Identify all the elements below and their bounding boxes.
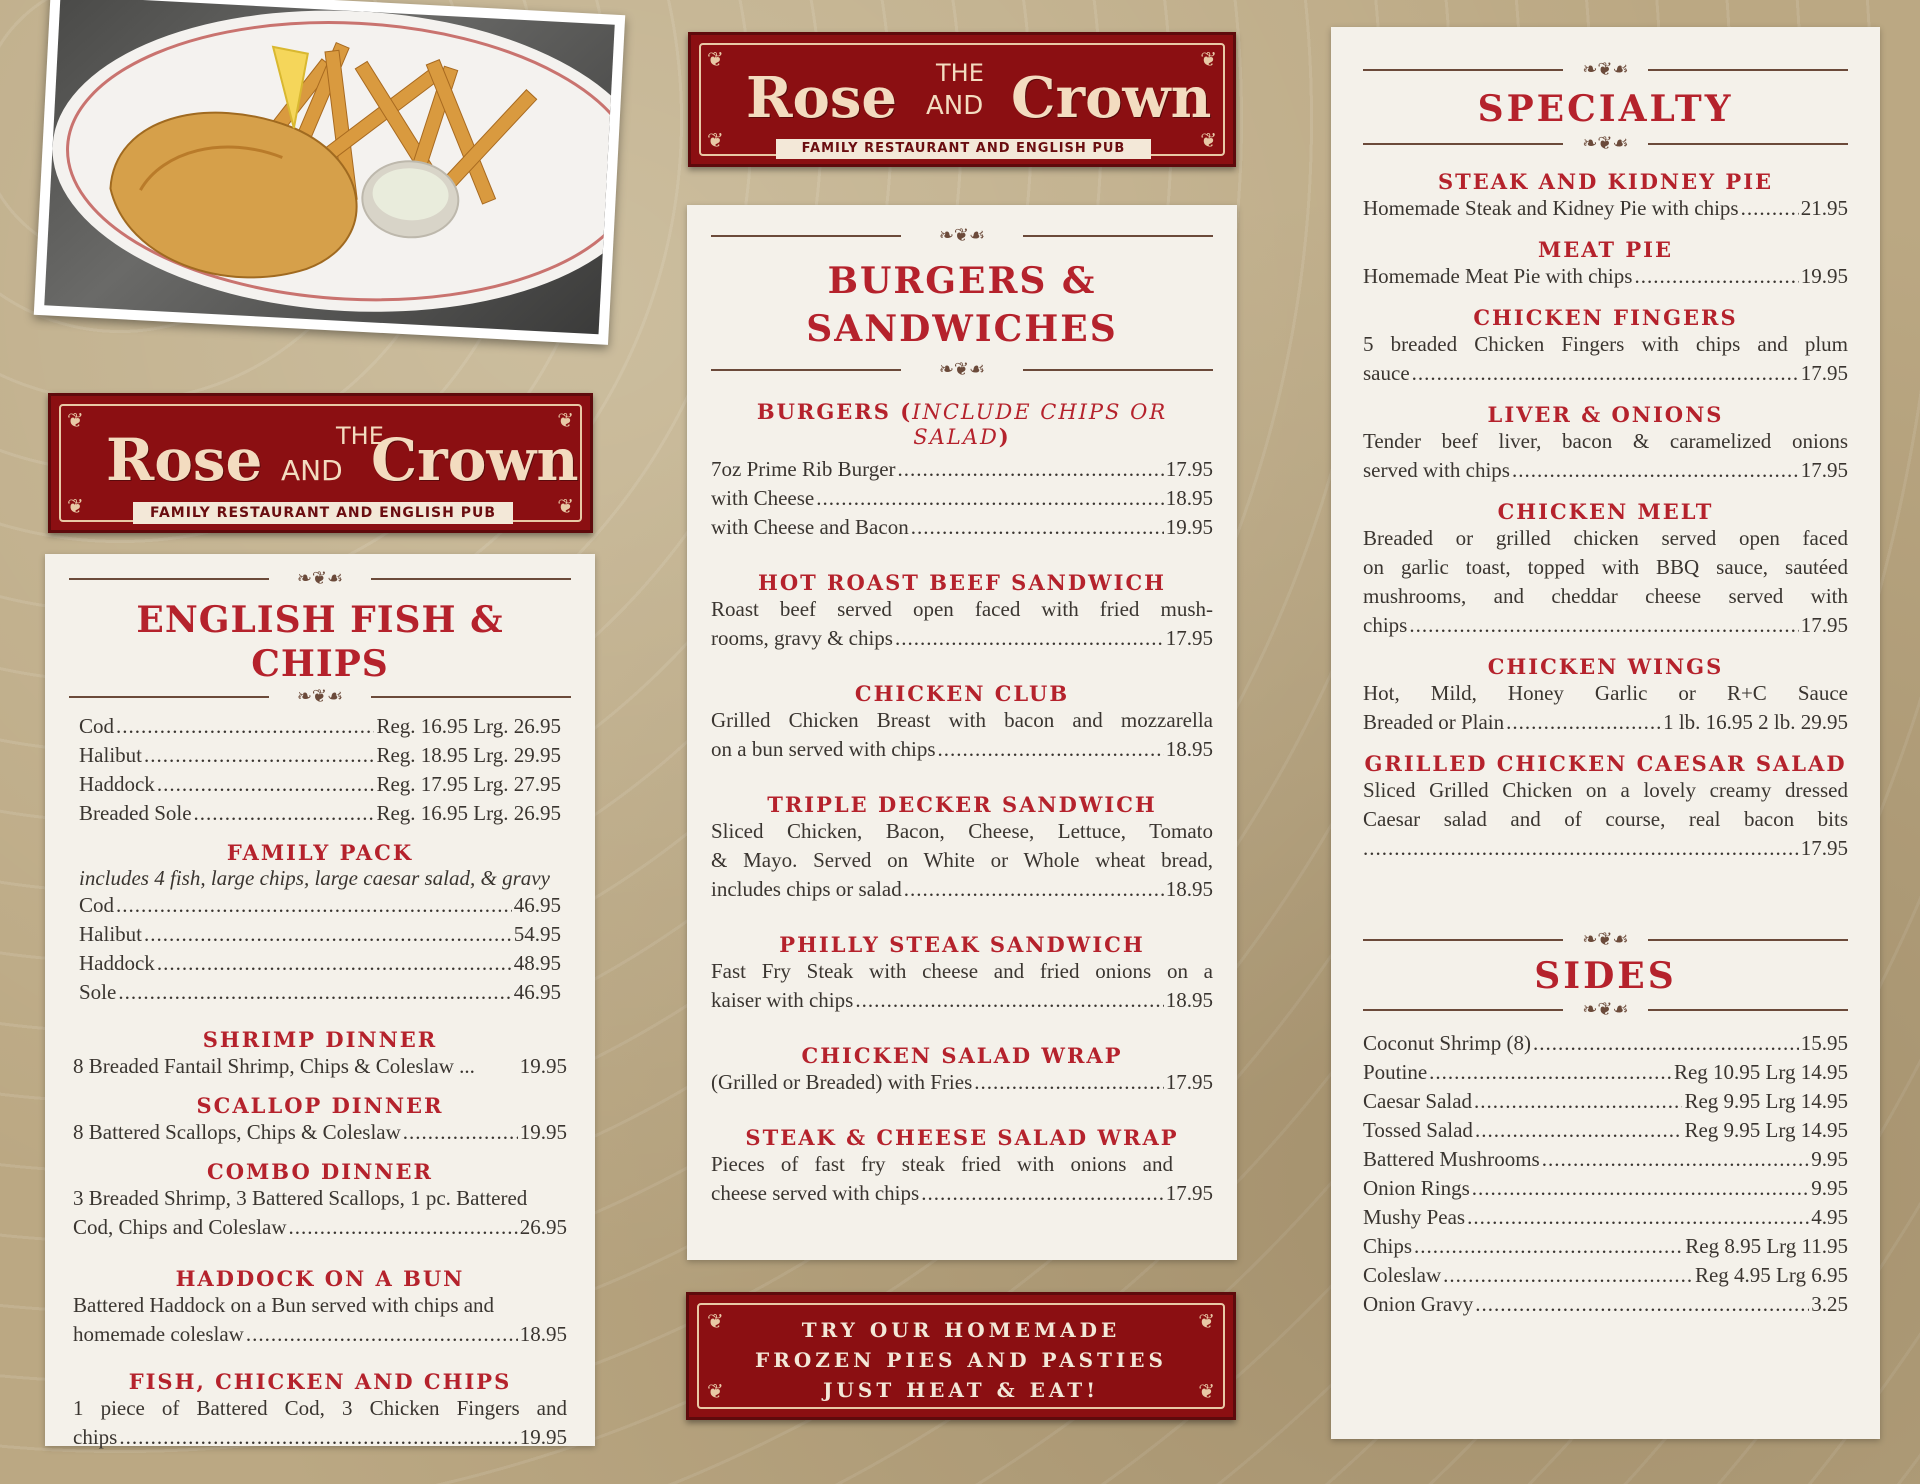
roast-line: rooms, gravy & chips ..... 17.95: [711, 624, 1213, 653]
ornament-icon: ❦: [1198, 1379, 1215, 1403]
fish-list: [69, 712, 571, 828]
logo-sign-center: [688, 32, 1236, 167]
fish-and-chips-photo: [34, 0, 625, 345]
list-item: Mushy Peas ..... 4.95: [1363, 1203, 1848, 1232]
melt-desc-3: mushrooms, and cheddar cheese served with: [1363, 584, 1848, 608]
ornament-icon: ❦: [707, 128, 724, 152]
fish-panel: [45, 554, 595, 1449]
meat-pie-title: MEAT PIE: [1538, 237, 1673, 262]
ornament-icon: ❦: [67, 408, 84, 432]
plate-illustration: [44, 0, 614, 334]
list-item: Haddock ..... 48.95: [79, 949, 561, 978]
caesar-title: GRILLED CHICKEN CAESAR SALAD: [1364, 751, 1847, 776]
philly-desc: Fast Fry Steak with cheese and fried onions on a: [711, 959, 1213, 983]
steakwrap-line: cheese served with chips ..... 17.95: [711, 1179, 1213, 1208]
ornament-icon: ❦: [1198, 1309, 1215, 1333]
flourish-icon: ❧❦☙: [296, 686, 344, 707]
shrimp-line: 8 Breaded Fantail Shrimp, Chips & Coleslaw ... 19.95: [73, 1054, 567, 1078]
logo-and: AND: [281, 454, 343, 487]
list-item: Cod ..... Reg. 16.95 Lrg. 26.95: [79, 712, 561, 741]
burgers-title-1: BURGERS &: [827, 260, 1097, 302]
divider-bottom: [711, 359, 1213, 381]
specialty-title: SPECIALTY: [1477, 88, 1734, 130]
meat-pie-line: Homemade Meat Pie with chips ..... 19.95: [1363, 262, 1848, 291]
steakwrap-title: STEAK & CHEESE SALAD WRAP: [745, 1125, 1179, 1150]
triple-line: includes chips or salad ..... 18.95: [711, 875, 1213, 904]
melt-line: chips ..... 17.95: [1363, 611, 1848, 640]
divider-top: [69, 568, 571, 590]
list-item: with Cheese and Bacon ..... 19.95: [711, 513, 1213, 542]
list-item: Battered Mushrooms ..... 9.95: [1363, 1145, 1848, 1174]
ornament-icon: ❦: [1200, 47, 1217, 71]
list-item: Halibut ..... 54.95: [79, 920, 561, 949]
promo-sign: [686, 1292, 1236, 1420]
liver-line: served with chips ..... 17.95: [1363, 456, 1848, 485]
steak-kidney-line: Homemade Steak and Kidney Pie with chips ..... 21.95: [1363, 194, 1848, 223]
burgers-title-2: SANDWICHES: [806, 308, 1118, 350]
liver-desc: Tender beef liver, bacon & caramelized onions: [1363, 429, 1848, 453]
logo-tagline: FAMILY RESTAURANT AND ENGLISH PUB: [133, 502, 513, 524]
wings-line: Breaded or Plain ..... 1 lb. 16.95 2 lb. 29.95: [1363, 708, 1848, 737]
flourish-icon: ❧❦☙: [938, 359, 986, 380]
haddock-bun-line: homemade coleslaw ..... 18.95: [69, 1320, 571, 1349]
wings-title: CHICKEN WINGS: [1487, 654, 1724, 679]
promo-text: TRY OUR HOMEMADE FROZEN PIES AND PASTIES JUST HEAT & EAT!: [755, 1318, 1167, 1402]
melt-desc-2: on garlic toast, topped with BBQ sauce, sautéed: [1363, 555, 1848, 579]
flourish-icon: ❧❦☙: [1582, 133, 1629, 154]
burgers-subtitle: BURGERS (INCLUDE CHIPS OR SALAD): [756, 399, 1168, 449]
logo-sign-left: [48, 393, 593, 533]
fcc-line: chips ..... 19.95: [69, 1423, 571, 1452]
club-line: on a bun served with chips ..... 18.95: [711, 735, 1213, 764]
list-item: Tossed Salad ..... Reg 9.95 Lrg 14.95: [1363, 1116, 1848, 1145]
list-item: Coconut Shrimp (8) ..... 15.95: [1363, 1029, 1848, 1058]
flourish-icon: ❧❦☙: [1582, 59, 1629, 80]
liver-title: LIVER & ONIONS: [1487, 402, 1724, 427]
wrap-title: CHICKEN SALAD WRAP: [801, 1043, 1123, 1068]
steakwrap-desc: Pieces of fast fry steak fried with onions and: [711, 1152, 1173, 1176]
scallop-line: 8 Battered Scallops, Chips & Coleslaw ..... 19.95: [69, 1118, 571, 1147]
logo-rose: Rose: [106, 426, 263, 494]
fingers-desc: 5 breaded Chicken Fingers with chips and plum: [1363, 332, 1848, 356]
fingers-title: CHICKEN FINGERS: [1473, 305, 1738, 330]
specialty-panel: [1331, 27, 1880, 1439]
divider-top: [711, 225, 1213, 247]
divider-sides-top: [1363, 929, 1848, 951]
divider-bottom: [69, 686, 571, 708]
list-item: Chips ..... Reg 8.95 Lrg 11.95: [1363, 1232, 1848, 1261]
family-pack-title: FAMILY PACK: [226, 840, 414, 865]
photo-image: [44, 0, 614, 334]
logo-crown: Crown: [1011, 65, 1212, 131]
steak-kidney-title: STEAK AND KIDNEY PIE: [1437, 169, 1774, 194]
fingers-line: sauce ..... 17.95: [1363, 359, 1848, 388]
melt-title: CHICKEN MELT: [1497, 499, 1714, 524]
list-item: Poutine ..... Reg 10.95 Lrg 14.95: [1363, 1058, 1848, 1087]
family-pack-note: includes 4 fish, large chips, large caesar salad, & gravy: [79, 866, 550, 890]
sides-list: [1363, 1029, 1848, 1319]
triple-desc-2: & Mayo. Served on White or Whole wheat bread,: [711, 848, 1213, 872]
triple-title: TRIPLE DECKER SANDWICH: [767, 792, 1157, 817]
philly-title: PHILLY STEAK SANDWICH: [779, 932, 1145, 957]
combo-line: Cod, Chips and Coleslaw ..... 26.95: [69, 1213, 571, 1242]
list-item: Caesar Salad ..... Reg 9.95 Lrg 14.95: [1363, 1087, 1848, 1116]
club-title: CHICKEN CLUB: [854, 681, 1070, 706]
logo-the: THE: [336, 422, 384, 450]
scallop-title: SCALLOP DINNER: [196, 1093, 444, 1118]
logo-crown: Crown: [371, 426, 579, 494]
sides-title: SIDES: [1534, 955, 1677, 997]
fcc-title: FISH, CHICKEN AND CHIPS: [128, 1369, 512, 1394]
ornament-icon: ❦: [67, 494, 84, 518]
divider-sides-bottom: [1363, 999, 1848, 1021]
roast-title: HOT ROAST BEEF SANDWICH: [757, 570, 1167, 595]
philly-line: kaiser with chips ..... 18.95: [711, 986, 1213, 1015]
flourish-icon: ❧❦☙: [296, 568, 344, 589]
list-item: Breaded Sole ..... Reg. 16.95 Lrg. 26.95: [79, 799, 561, 828]
list-item: 7oz Prime Rib Burger ..... 17.95: [711, 455, 1213, 484]
haddock-bun-title: HADDOCK ON A BUN: [175, 1266, 465, 1291]
list-item: Sole ..... 46.95: [79, 978, 561, 1007]
divider-bottom: [1363, 133, 1848, 155]
family-pack-list: [69, 891, 571, 1007]
logo-the: THE: [936, 59, 984, 87]
flourish-icon: ❧❦☙: [1582, 929, 1629, 950]
logo-and: AND: [926, 91, 984, 121]
burger-list: [711, 455, 1213, 542]
melt-desc-1: Breaded or grilled chicken served open faced: [1363, 526, 1848, 550]
list-item: Onion Gravy ..... 3.25: [1363, 1290, 1848, 1319]
club-desc: Grilled Chicken Breast with bacon and mozzarella: [711, 708, 1213, 732]
caesar-desc-2: Caesar salad and of course, real bacon bits: [1363, 807, 1848, 831]
list-item: Coleslaw ..... Reg 4.95 Lrg 6.95: [1363, 1261, 1848, 1290]
list-item: with Cheese ..... 18.95: [711, 484, 1213, 513]
triple-desc-1: Sliced Chicken, Bacon, Cheese, Lettuce, Tomato: [711, 819, 1213, 843]
haddock-bun-desc: Battered Haddock on a Bun served with chips and: [73, 1293, 495, 1317]
ornament-icon: ❦: [707, 1309, 724, 1333]
ornament-icon: ❦: [557, 408, 574, 432]
flourish-icon: ❧❦☙: [938, 225, 986, 246]
combo-desc: 3 Breaded Shrimp, 3 Battered Scallops, 1 pc. Battered: [73, 1186, 528, 1210]
list-item: Haddock ..... Reg. 17.95 Lrg. 27.95: [79, 770, 561, 799]
combo-title: COMBO DINNER: [207, 1159, 433, 1184]
shrimp-title: SHRIMP DINNER: [202, 1027, 438, 1052]
ornament-icon: ❦: [707, 1379, 724, 1403]
roast-desc: Roast beef served open faced with fried mush-: [711, 597, 1213, 621]
burgers-panel: [687, 205, 1237, 1260]
flourish-icon: ❧❦☙: [1582, 999, 1629, 1020]
list-item: Halibut ..... Reg. 18.95 Lrg. 29.95: [79, 741, 561, 770]
wings-desc: Hot, Mild, Honey Garlic or R+C Sauce: [1363, 681, 1848, 705]
wrap-line: (Grilled or Breaded) with Fries ..... 17.95: [711, 1068, 1213, 1097]
list-item: Onion Rings ..... 9.95: [1363, 1174, 1848, 1203]
divider-top: [1363, 59, 1848, 81]
logo-tagline: FAMILY RESTAURANT AND ENGLISH PUB: [776, 139, 1151, 159]
caesar-line: ..... 17.95: [1363, 834, 1848, 863]
ornament-icon: ❦: [557, 494, 574, 518]
fish-title: ENGLISH FISH & CHIPS: [136, 599, 504, 685]
ornament-icon: ❦: [707, 47, 724, 71]
caesar-desc-1: Sliced Grilled Chicken on a lovely creamy dressed: [1363, 778, 1848, 802]
fcc-desc: 1 piece of Battered Cod, 3 Chicken Fingers and: [73, 1396, 567, 1420]
list-item: Cod ..... 46.95: [79, 891, 561, 920]
logo-rose: Rose: [746, 65, 898, 131]
ornament-icon: ❦: [1200, 128, 1217, 152]
